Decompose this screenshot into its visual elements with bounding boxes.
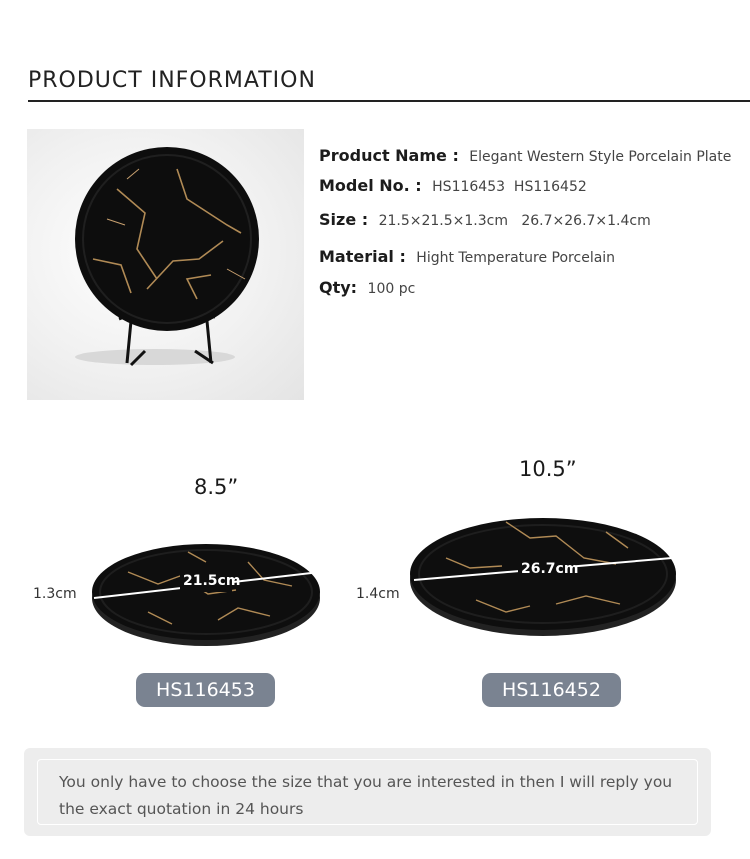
plate-diameter-label: 26.7cm [521,561,579,577]
spec-value: 100 pc [367,281,416,297]
quotation-note [24,748,711,836]
model-pill: HS116453 [136,673,275,707]
spec-model [319,176,587,195]
plate-diameter-label: 21.5cm [183,573,241,589]
spec-value: Hight Temperature Porcelain [416,250,616,266]
spec-value: 21.5×21.5×1.3cm 26.7×26.7×1.4cm [378,213,651,229]
section-title: PRODUCT INFORMATION [28,68,316,93]
plate-small-image [88,532,324,650]
spec-value: Elegant Western Style Porcelain Plate [469,149,732,165]
plate-height-label: 1.4cm [356,586,400,602]
product-photo [27,129,304,400]
spec-qty [319,278,415,297]
plate-size-inch: 8.5” [194,475,239,499]
spec-value: HS116453 HS116452 [432,179,587,195]
spec-label: Qty: [319,278,358,297]
spec-size [319,210,651,229]
spec-label: Material : [319,247,406,266]
spec-label: Size : [319,210,369,229]
plate-on-stand-image [27,129,304,400]
title-divider [28,100,750,102]
quotation-note-text: You only have to choose the size that you are interested in then I will reply you the exact quotation in 24 hours [37,759,698,825]
spec-product-name [319,146,731,165]
plate-size-inch: 10.5” [519,457,577,481]
model-pill: HS116452 [482,673,621,707]
spec-label: Model No. : [319,176,422,195]
spec-material [319,247,615,266]
plate-height-label: 1.3cm [33,586,77,602]
spec-label: Product Name : [319,146,459,165]
